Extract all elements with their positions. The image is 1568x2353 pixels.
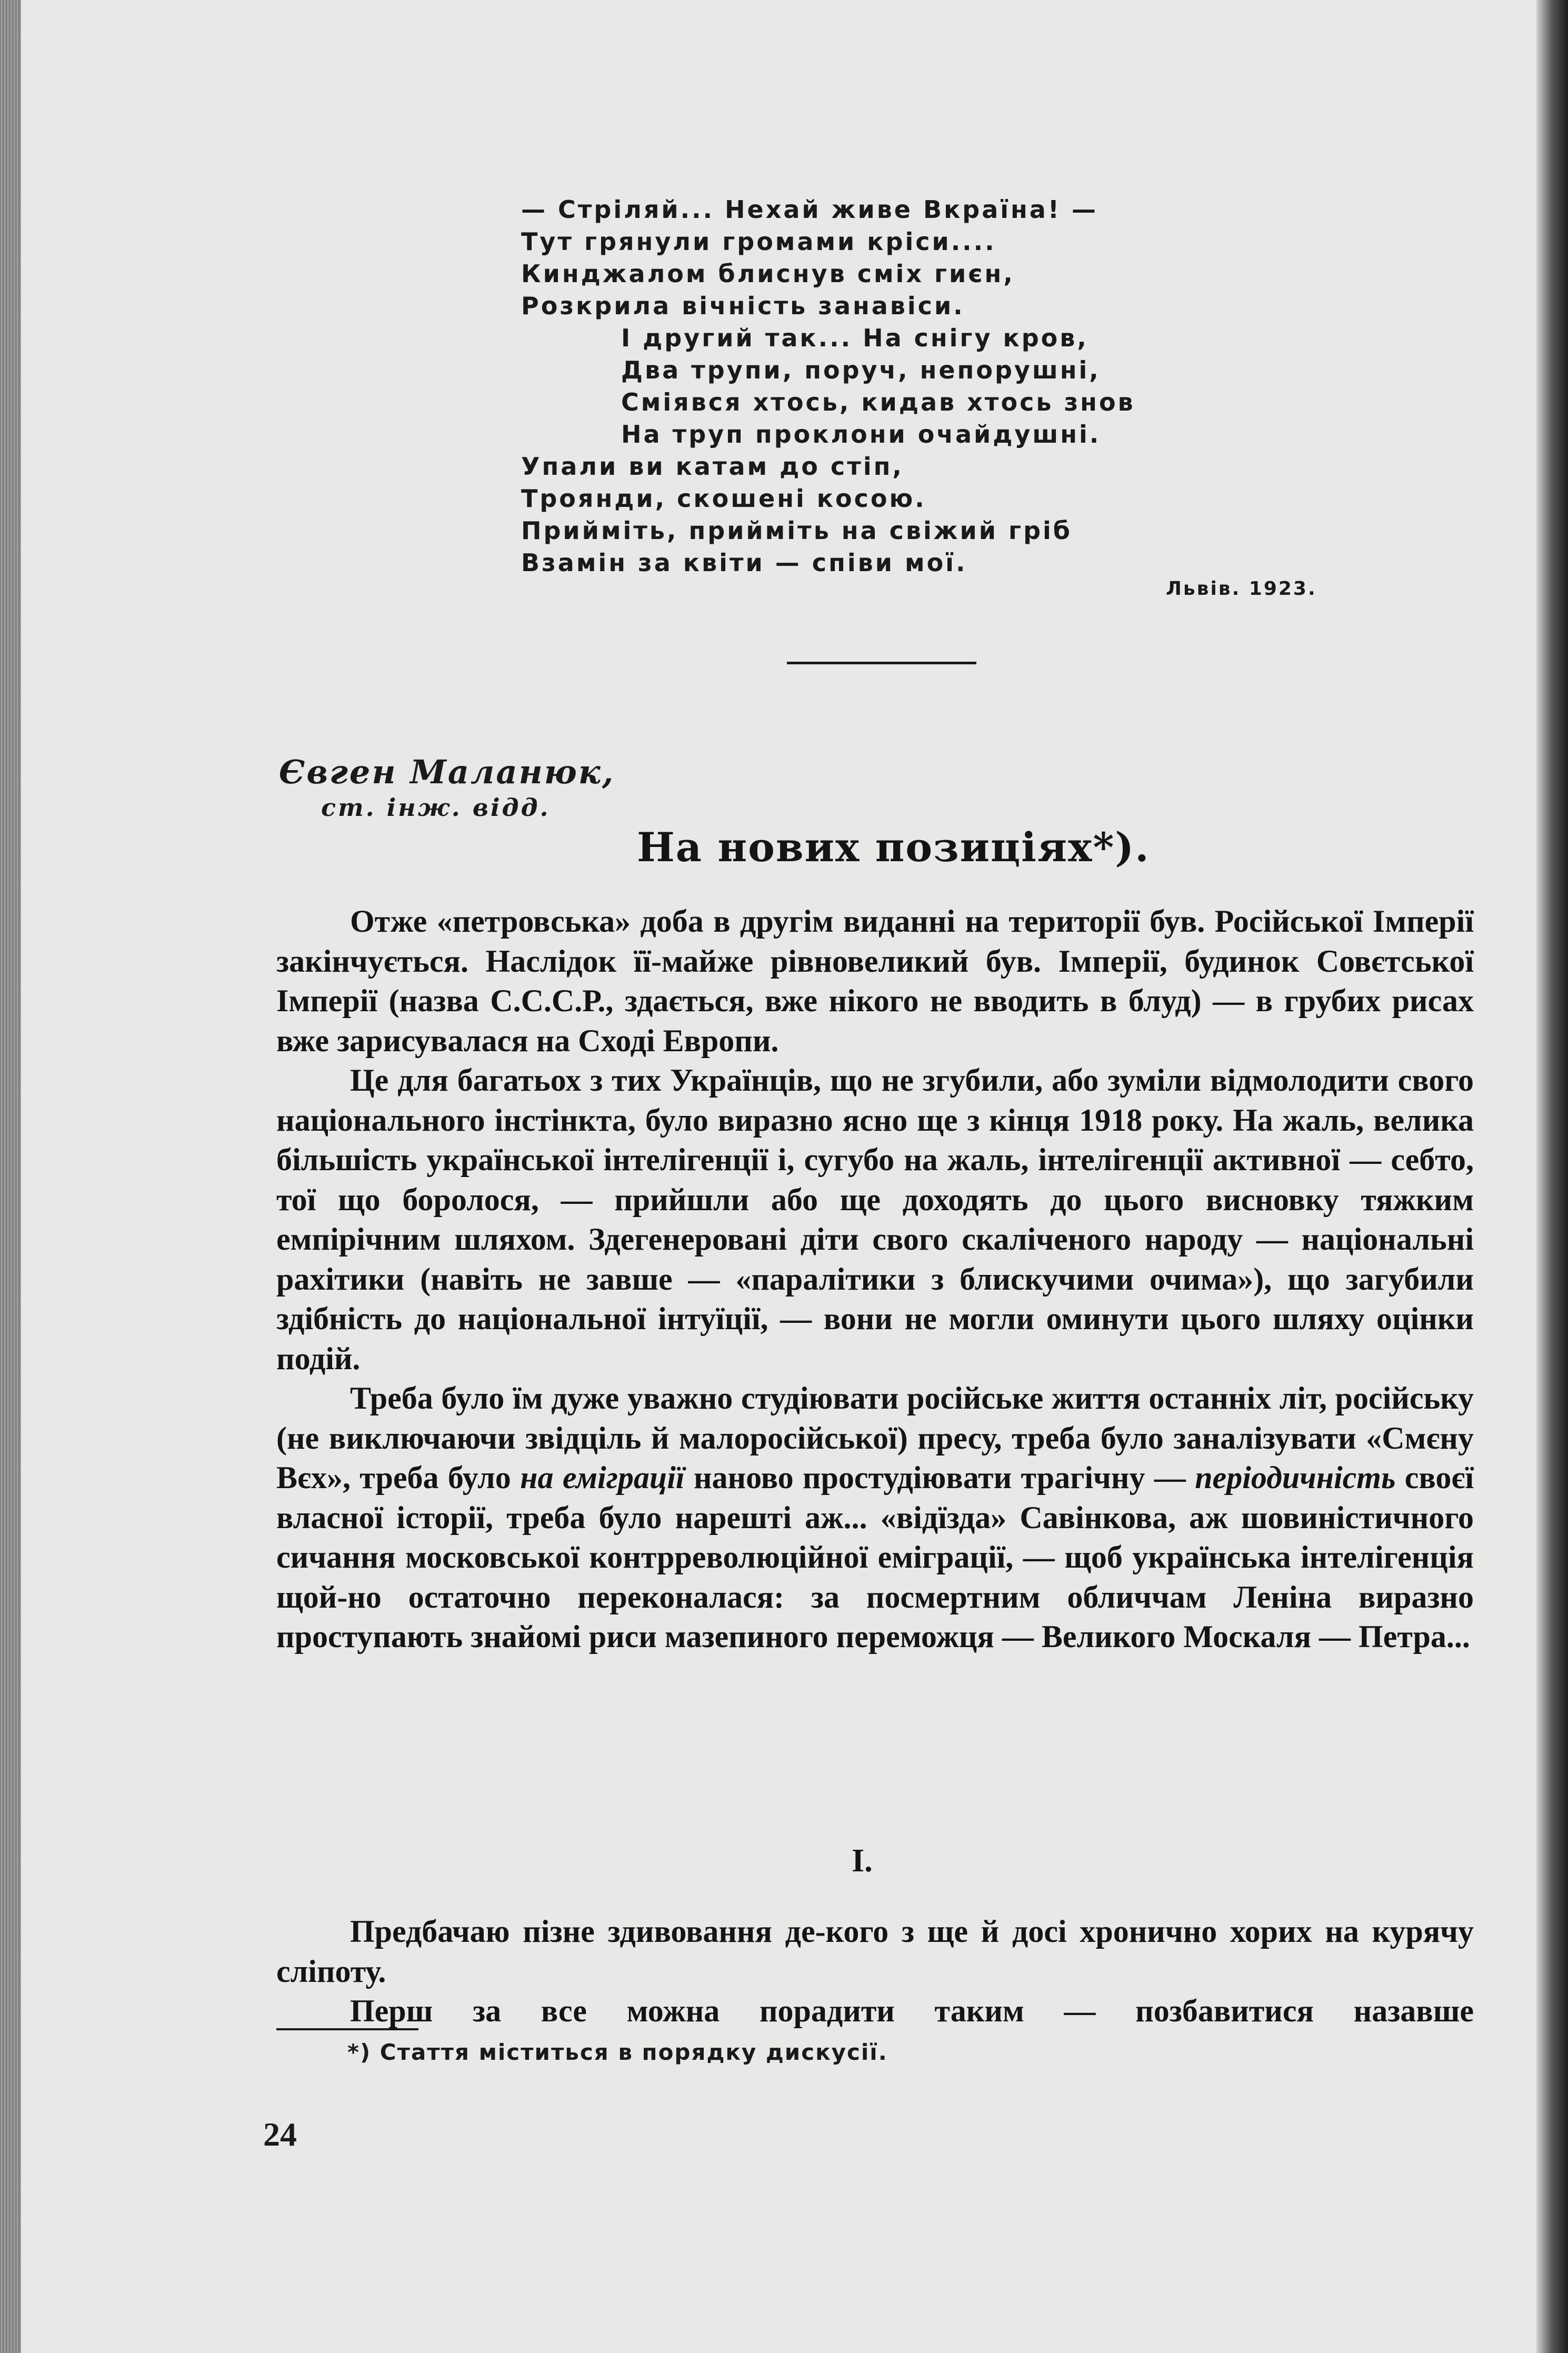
article-body xyxy=(276,902,1474,1657)
page-number: 24 xyxy=(263,2116,297,2153)
paragraph-text: наново простудіювати трагічну — xyxy=(684,1460,1195,1495)
paragraph: Отже «петровська» доба в другім виданні на території був. Російської Імперії закінчується. Наслідок її-майже рівновеликий був. Імперії, будинок Совєтської Імперії (назва С.С.С.Р., здається, вже нікого не вводить в блуд) — в грубих рисах вже зарисувалася на Сході Европи. xyxy=(276,904,1474,1058)
author-name: Євген Маланюк, xyxy=(279,753,615,791)
footnote-rule xyxy=(276,2028,418,2030)
paragraph: Перш за все можна порадити таким — позбавитися назавше xyxy=(350,1993,1474,2028)
section-body xyxy=(276,1912,1474,2031)
paragraph: Це для багатьох з тих Українців, що не згубили, або зуміли відмолодити свого національного інстінкта, було виразно ясно ще з кінця 1918 року. На жаль, велика більшість української інтелігенції і, сугубо на жаль, інтелігенції активної — себто, тої що боролося, — прийшли або ще доходять до цього висновку тяжким емпірічним шляхом. Здегенеровані діти свого скаліченого народу — національні рахітики (навіть не завше — «паралітики з блискучими очима»), що загубили здібність до національної інтуїції, — вони не могли оминути цього шляху оцінки подій. xyxy=(276,1063,1474,1376)
poem xyxy=(521,194,1258,579)
poem-line: Два трупи, поруч, непорушні, xyxy=(621,356,1101,384)
poem-line: Взамін за квіти — співи мої. xyxy=(521,549,967,577)
paragraph-text: Треба було їм дуже уважно студіювати російське життя останніх літ, російську (не виключаючи звідціль й малоросійської) пресу, треба було заналізувати «Смєну Вєх», треба було xyxy=(276,1381,1474,1495)
poem-line: Упали ви катам до стіп, xyxy=(521,452,904,481)
emphasis-text: періодичність xyxy=(1195,1460,1396,1495)
paragraph-text: своєї власної історії, треба було нарешті аж... «відїзда» Савінкова, аж шовиністичного сичання московської контрреволюційної еміграції, — щоб українська інтелігенція щой-но остаточно переконалася: за посмертним обличчам Леніна виразно проступають знайомі риси мазепиного переможця — Великого Москаля — Петра... xyxy=(276,1460,1474,1654)
emphasis-text: на еміграції xyxy=(520,1460,685,1495)
poem-line: На труп проклони очайдушні. xyxy=(621,420,1101,448)
section-divider xyxy=(787,662,976,664)
section-number: I. xyxy=(852,1843,873,1879)
poem-line: Сміявся хтось, кидав хтось знов xyxy=(621,388,1135,416)
poem-line: Прийміть, прийміть на свіжий гріб xyxy=(521,516,1072,545)
page-edge-right xyxy=(1536,0,1568,2353)
poem-line: Кинджалом блиснув сміх гиєн, xyxy=(521,260,1015,288)
poem-line: І другий так... На снігу кров, xyxy=(621,324,1088,352)
poem-line: — Стріляй... Нехай живе Вкраїна! — xyxy=(521,195,1098,224)
author-role: ст. інж. відд. xyxy=(321,793,551,822)
poem-place-date: Львів. 1923. xyxy=(1166,578,1317,600)
footnote: *) Стаття міститься в порядку дискусії. xyxy=(347,2039,888,2065)
article-title: На нових позиціях*). xyxy=(637,824,1150,871)
page-edges-left xyxy=(0,0,21,2353)
paragraph xyxy=(276,1379,1474,1657)
poem-line: Троянди, скошені косою. xyxy=(521,484,926,513)
poem-line: Розкрила вічність занавіси. xyxy=(521,292,965,320)
poem-line: Тут грянули громами кріси.... xyxy=(521,227,996,256)
paragraph: Предбачаю пізне здивовання де-кого з ще й досі хронично хорих на курячу сліпоту. xyxy=(276,1914,1474,1989)
